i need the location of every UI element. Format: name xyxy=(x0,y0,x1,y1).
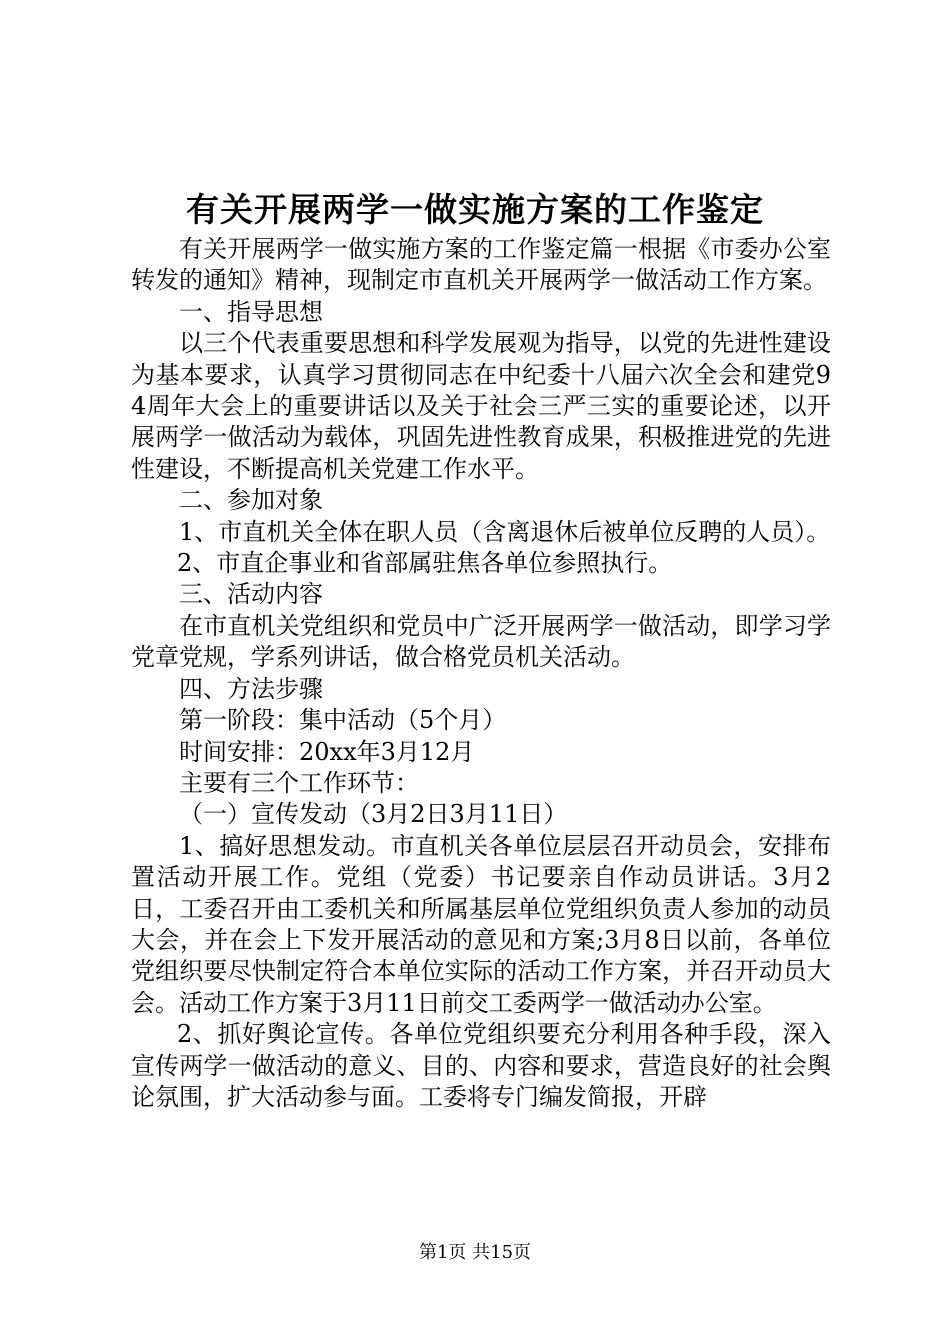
paragraph-ideological-mobilization: 1、搞好思想发动。市直机关各单位层层召开动员会，安排布置活动开展工作。党组（党委）书记要亲自作动员讲话。3月2日，工委召开由工委机关和所属基层单位党组织负责人参加的动员大会，并在会上下发开展活动的意见和方案;3月8日以前，各单位党组织要尽快制定符合本单位实际的活动工作方案，并召开动员大会。活动工作方案于3月11日前交工委两学一做活动办公室。 xyxy=(131,831,831,1017)
heading-activity-content: 三、活动内容 xyxy=(179,580,323,609)
paragraph-schedule: 时间安排：20xx年3月12月 xyxy=(179,737,475,766)
paragraph-participants-2: 2、市直企事业和省部属驻焦各单位参照执行。 xyxy=(177,549,673,578)
paragraph-guiding-ideology: 以三个代表重要思想和科学发展观为指导，以党的先进性建设为基本要求，认真学习贯彻同志在中纪委十八届六次全会和建党94周年大会上的重要讲话以及关于社会三严三实的重要论述，以开展两学一做活动为载体，巩固先进性教育成果，积极推进党的先进性建设，不断提高机关党建工作水平。 xyxy=(131,329,831,483)
paragraph-intro: 有关开展两学一做实施方案的工作鉴定篇一根据《市委办公室转发的通知》精神，现制定市直机关开展两学一做活动工作方案。 xyxy=(131,235,831,295)
heading-guiding-ideology: 一、指导思想 xyxy=(179,297,323,326)
paragraph-activity-content: 在市直机关党组织和党员中广泛开展两学一做活动，即学习学党章党规，学系列讲话，做合格党员机关活动。 xyxy=(131,611,831,672)
document-body xyxy=(131,234,831,1113)
paragraph-participants-1: 1、市直机关全体在职人员（含离退休后被单位反聘的人员）。 xyxy=(179,517,831,546)
heading-publicity-mobilization: （一）宣传发动（3月2日3月11日） xyxy=(179,800,568,829)
paragraph-work-steps: 主要有三个工作环节： xyxy=(179,768,419,797)
page-footer: 第1页 共15页 xyxy=(418,1242,532,1263)
document-title: 有关开展两学一做实施方案的工作鉴定 xyxy=(186,190,764,229)
paragraph-public-opinion: 2、抓好舆论宣传。各单位党组织要充分利用各种手段，深入宣传两学一做活动的意义、目的、内容和要求，营造良好的社会舆论氛围，扩大活动参与面。工委将专门编发简报，开辟 xyxy=(131,1020,831,1111)
heading-methods-steps: 四、方法步骤 xyxy=(179,674,323,703)
heading-participants: 二、参加对象 xyxy=(179,486,323,515)
paragraph-stage-one: 第一阶段：集中活动（5个月） xyxy=(179,706,507,735)
